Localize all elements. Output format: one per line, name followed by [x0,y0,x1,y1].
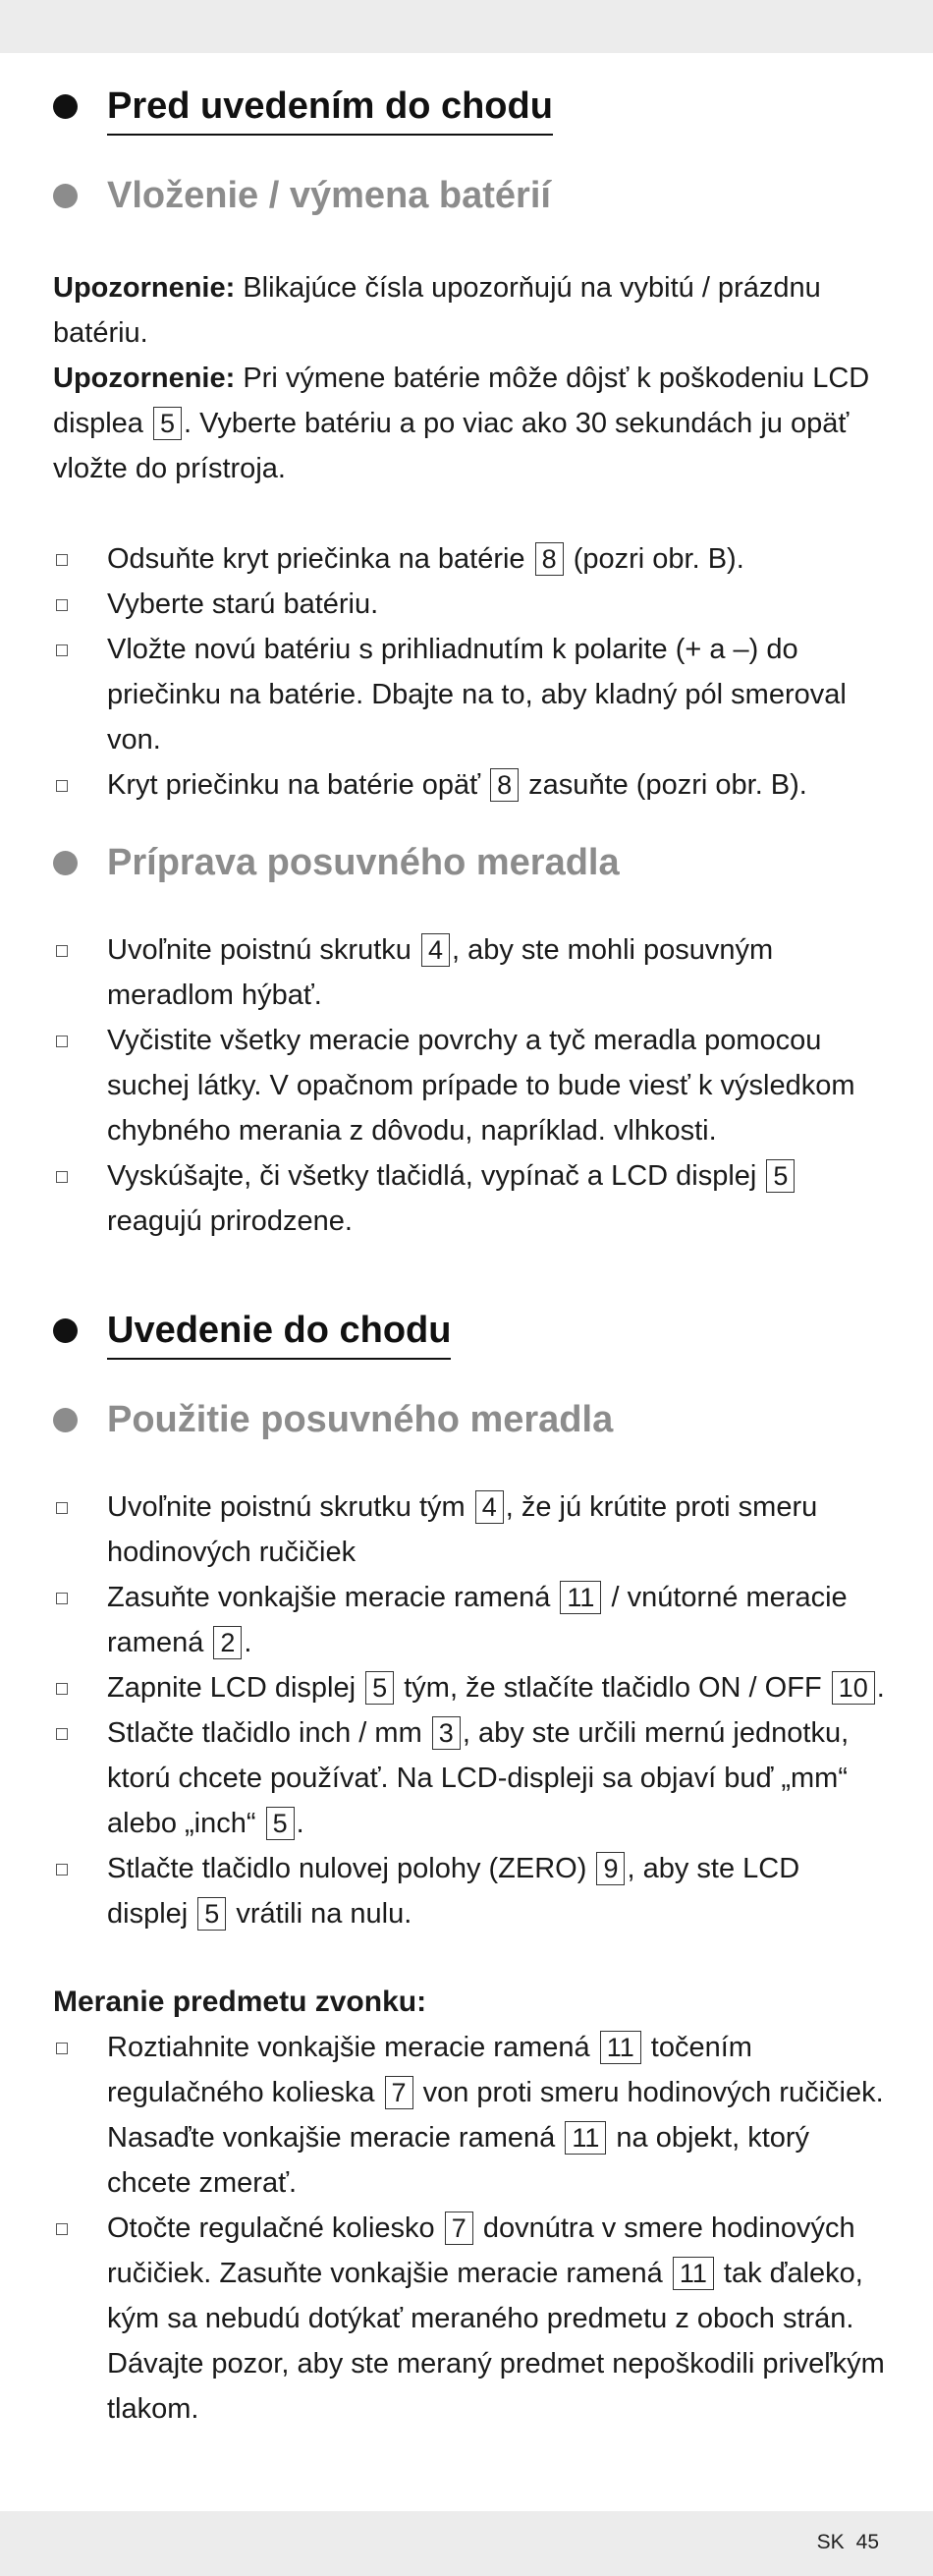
text: Uvedenie do chodu [107,1305,451,1360]
text: Uvoľnite poistnú skrutku tým [107,1491,473,1523]
text: Zasuňte vonkajšie meracie ramená [107,1582,559,1613]
list-item [53,762,888,808]
text: Vyčistite všetky meracie povrchy a tyč meradla pomocou suchej látky. V opačnom prípade to bude viesť k výsledkom chybného merania z dôvodu, napríklad. vlhkosti. [107,1025,855,1147]
ref-number: 8 [535,542,564,576]
ref-number: 4 [421,933,450,967]
usage-steps [53,1484,888,1936]
checkbox-bullet-icon [56,1593,68,1604]
checkbox-bullet-icon [56,2223,68,2235]
page-number [805,2531,879,2554]
text: Vyberte starú batériu. [107,588,379,620]
heading-uvedenie [53,1305,888,1360]
ref-number: 10 [832,1671,875,1705]
text: Vloženie / výmena batérií [107,175,551,216]
checkbox-bullet-icon [56,599,68,611]
list-item [53,1665,888,1710]
text: točením regulačného kolieska [107,2032,752,2108]
checkbox-bullet-icon [56,554,68,566]
text: Stlačte tlačidlo inch / mm [107,1717,430,1749]
text: , aby ste LCD displej [107,1853,800,1930]
ref-number: 5 [365,1671,394,1705]
list-item [53,1018,888,1153]
ref-number: 8 [490,768,519,802]
list-item [53,536,888,582]
text: vrátili na nulu. [228,1898,412,1930]
text: . [244,1627,252,1658]
text: dovnútra v smere hodinových ručičiek. Zasuňte vonkajšie meracie ramená [107,2212,855,2289]
heading-preparation [53,837,888,888]
ref-number: 5 [266,1807,295,1840]
measure-heading: Meranie predmetu zvonku: [53,1986,427,2018]
list-item [53,2025,888,2206]
ref-number: 7 [385,2076,413,2109]
ref-number: 11 [673,2257,714,2290]
text: Blikajúce čísla upozorňujú na vybitú / prázdnu batériu. [53,272,821,349]
text: tak ďaleko, kým sa nebudú dotýkať meraného predmetu z oboch strán. Dávajte pozor, aby ste meraný predmet nepoškodili priveľkým tlakom. [107,2258,885,2425]
preparation-steps [53,927,888,1244]
text: tým, že stlačíte tlačidlo ON / OFF [396,1672,830,1704]
text: Stlačte tlačidlo nulovej polohy (ZERO) [107,1853,595,1884]
list-item [53,2206,888,2432]
heading-battery [53,170,888,221]
text: Upozornenie: [53,363,236,394]
checkbox-bullet-icon [56,1036,68,1047]
text: . [876,1672,885,1704]
text: na objekt, ktorý chcete zmerať. [107,2122,810,2199]
list-item [53,1710,888,1846]
top-bar [0,0,933,53]
text: / vnútorné meracie ramená [107,1582,848,1658]
checkbox-bullet-icon [56,1683,68,1695]
heading-usage [53,1394,888,1445]
ref-number: 5 [153,407,182,440]
text: von proti smeru hodinových ručičiek. Nasaďte vonkajšie meracie ramená [107,2077,884,2154]
text: Kryt priečinku na batérie opäť [107,769,489,801]
list-item [53,927,888,1018]
bullet-dot-icon [53,94,78,119]
measure-steps [53,2025,888,2432]
page-footer [0,2511,933,2576]
list-item [53,1575,888,1665]
text: , aby ste určili mernú jednotku, ktorú chcete používať. Na LCD-displeji sa objaví buď „mm“ alebo „inch“ [107,1717,850,1839]
heading-pred-uvedenim [53,81,888,136]
ref-number: 5 [766,1159,795,1193]
checkbox-bullet-icon [56,1502,68,1514]
ref-number: 11 [560,1581,601,1614]
text: , že jú krútite proti smeru hodinových ručičiek [107,1491,818,1568]
note-2 [53,356,888,491]
note-1 [53,265,888,356]
text: , aby ste mohli posuvným meradlom hýbať. [107,934,774,1011]
battery-notes [53,265,888,491]
bullet-dot-icon [53,851,78,875]
list-item [53,1846,888,1936]
ref-number: 5 [197,1897,226,1931]
text: Pri výmene batérie môže dôjsť k poškodeniu LCD displea [53,363,870,439]
text: reagujú prirodzene. [107,1205,353,1237]
text: Vložte novú batériu s prihliadnutím k polarite (+ a –) do priečinku na batérie. Dbajte na to, aby kladný pól smeroval von. [107,634,847,756]
text: Zapnite LCD displej [107,1672,364,1704]
bullet-dot-icon [53,1408,78,1432]
ref-number: 2 [213,1626,242,1659]
text: . Vyberte batériu a po viac ako 30 sekundách ju opäť vložte do prístroja. [53,408,850,484]
text: Upozornenie: [53,272,236,304]
ref-number: 9 [596,1852,625,1885]
ref-number: 11 [565,2121,606,2155]
checkbox-bullet-icon [56,1728,68,1740]
text: Vyskúšajte, či všetky tlačidlá, vypínač a LCD displej [107,1160,765,1192]
checkbox-bullet-icon [56,780,68,792]
bullet-dot-icon [53,184,78,208]
ref-number: 3 [432,1716,461,1750]
checkbox-bullet-icon [56,1171,68,1183]
text: Príprava posuvného meradla [107,842,620,883]
language-code: SK [816,2531,845,2553]
list-item [53,1153,888,1244]
text: Otočte regulačné koliesko [107,2212,443,2244]
battery-steps [53,536,888,808]
checkbox-bullet-icon [56,2043,68,2054]
checkbox-bullet-icon [56,1864,68,1876]
ref-number: 7 [445,2212,473,2245]
text: zasuňte (pozri obr. B). [521,769,807,801]
list-item [53,582,888,627]
text: Uvoľnite poistnú skrutku [107,934,419,966]
text: Roztiahnite vonkajšie meracie ramená [107,2032,598,2063]
ref-number: 4 [475,1490,504,1524]
text: Odsuňte kryt priečinka na batérie [107,543,533,575]
checkbox-bullet-icon [56,945,68,957]
page-number-value: 45 [855,2531,879,2553]
list-item [53,627,888,762]
ref-number: 11 [600,2031,641,2064]
list-item [53,1484,888,1575]
text: . [296,1808,304,1839]
checkbox-bullet-icon [56,644,68,656]
text: Pred uvedením do chodu [107,81,553,136]
text: (pozri obr. B). [565,543,744,575]
page-content [53,81,888,2432]
bullet-dot-icon [53,1318,78,1343]
text: Použitie posuvného meradla [107,1399,614,1440]
